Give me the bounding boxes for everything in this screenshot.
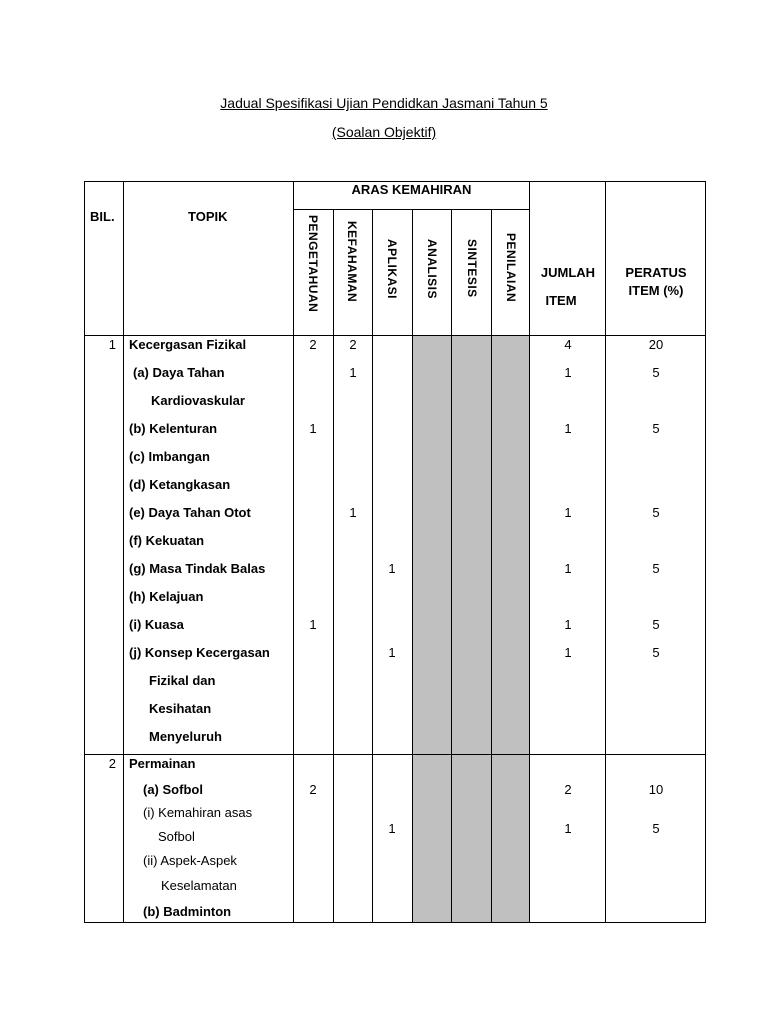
cell-jumlah: 1 [564,421,572,436]
row-topik: (c) Imbangan [129,449,210,464]
cell-kefahaman: 1 [349,365,357,380]
row-topik: (e) Daya Tahan Otot [129,505,251,520]
cell-peratus: 5 [652,561,660,576]
cell-jumlah: 4 [564,337,572,352]
cell-peratus: 5 [652,645,660,660]
row-topik: (a) Daya Tahan [133,365,225,380]
cell-jumlah: 1 [564,645,572,660]
cell-peratus: 5 [652,421,660,436]
cell-peratus: 5 [652,821,660,836]
header-peratus-item: ITEM (%) [628,283,684,298]
header-jumlah: JUMLAH [540,265,596,280]
header-pengetahuan: PENGETAHUAN [306,215,320,313]
row-topik: Menyeluruh [149,729,222,744]
row-topik: (b) Badminton [143,904,232,919]
document-title: Jadual Spesifikasi Ujian Pendidkan Jasmani Tahun 5 [220,95,548,111]
row-bil: 2 [108,756,116,771]
header-analisis: ANALISIS [425,239,439,300]
cell-pengetahuan: 2 [309,337,317,352]
cell-peratus: 10 [648,782,664,797]
row-topik: (b) Kelenturan [129,421,218,436]
header-sintesis: SINTESIS [465,239,479,298]
shade-sintesis [452,336,491,923]
cell-jumlah: 1 [564,617,572,632]
cell-jumlah: 1 [564,821,572,836]
header-penilaian: PENILAIAN [504,233,518,303]
cell-pengetahuan: 1 [309,617,317,632]
header-aras-kemahiran: ARAS KEMAHIRAN [351,182,472,197]
cell-peratus: 5 [652,617,660,632]
specification-table [84,181,706,923]
row-topik: Keselamatan [161,878,237,893]
cell-jumlah: 1 [564,365,572,380]
row-topik: (f) Kekuatan [129,533,205,548]
row-topik: Kardiovaskular [151,393,245,408]
cell-peratus: 20 [648,337,664,352]
header-jumlah-item: ITEM [545,293,577,308]
row-topik: (h) Kelajuan [129,589,204,604]
row-topik: (i) Kemahiran asas [143,805,253,820]
row-bil: 1 [108,337,116,352]
header-bil: BIL. [90,209,115,224]
row-topik: (j) Konsep Kecergasan [129,645,270,660]
cell-peratus: 5 [652,505,660,520]
header-kefahaman: KEFAHAMAN [345,221,359,303]
cell-aplikasi: 1 [388,821,396,836]
cell-aplikasi: 1 [388,645,396,660]
document-subtitle: (Soalan Objektif) [331,124,437,140]
cell-jumlah: 2 [564,782,572,797]
row-topik: Fizikal dan [149,673,216,688]
cell-jumlah: 1 [564,561,572,576]
cell-aplikasi: 1 [388,561,396,576]
shade-penilaian [492,336,529,923]
header-peratus: PERATUS [625,265,687,280]
header-topik: TOPIK [188,209,228,224]
cell-pengetahuan: 1 [309,421,317,436]
cell-jumlah: 1 [564,505,572,520]
cell-kefahaman: 2 [349,337,357,352]
row-topik: Permainan [129,756,196,771]
row-topik: (d) Ketangkasan [129,477,231,492]
row-topik: (a) Sofbol [143,782,203,797]
row-topik: (g) Masa Tindak Balas [129,561,266,576]
row-topik: Kecergasan Fizikal [129,337,247,352]
row-topik: Kesihatan [149,701,212,716]
row-topik: (ii) Aspek-Aspek [143,853,237,868]
row-topik: Sofbol [158,829,195,844]
header-aplikasi: APLIKASI [385,239,399,300]
row-topik: (i) Kuasa [129,617,184,632]
cell-pengetahuan: 2 [309,782,317,797]
cell-peratus: 5 [652,365,660,380]
cell-kefahaman: 1 [349,505,357,520]
shade-analisis [412,336,451,923]
